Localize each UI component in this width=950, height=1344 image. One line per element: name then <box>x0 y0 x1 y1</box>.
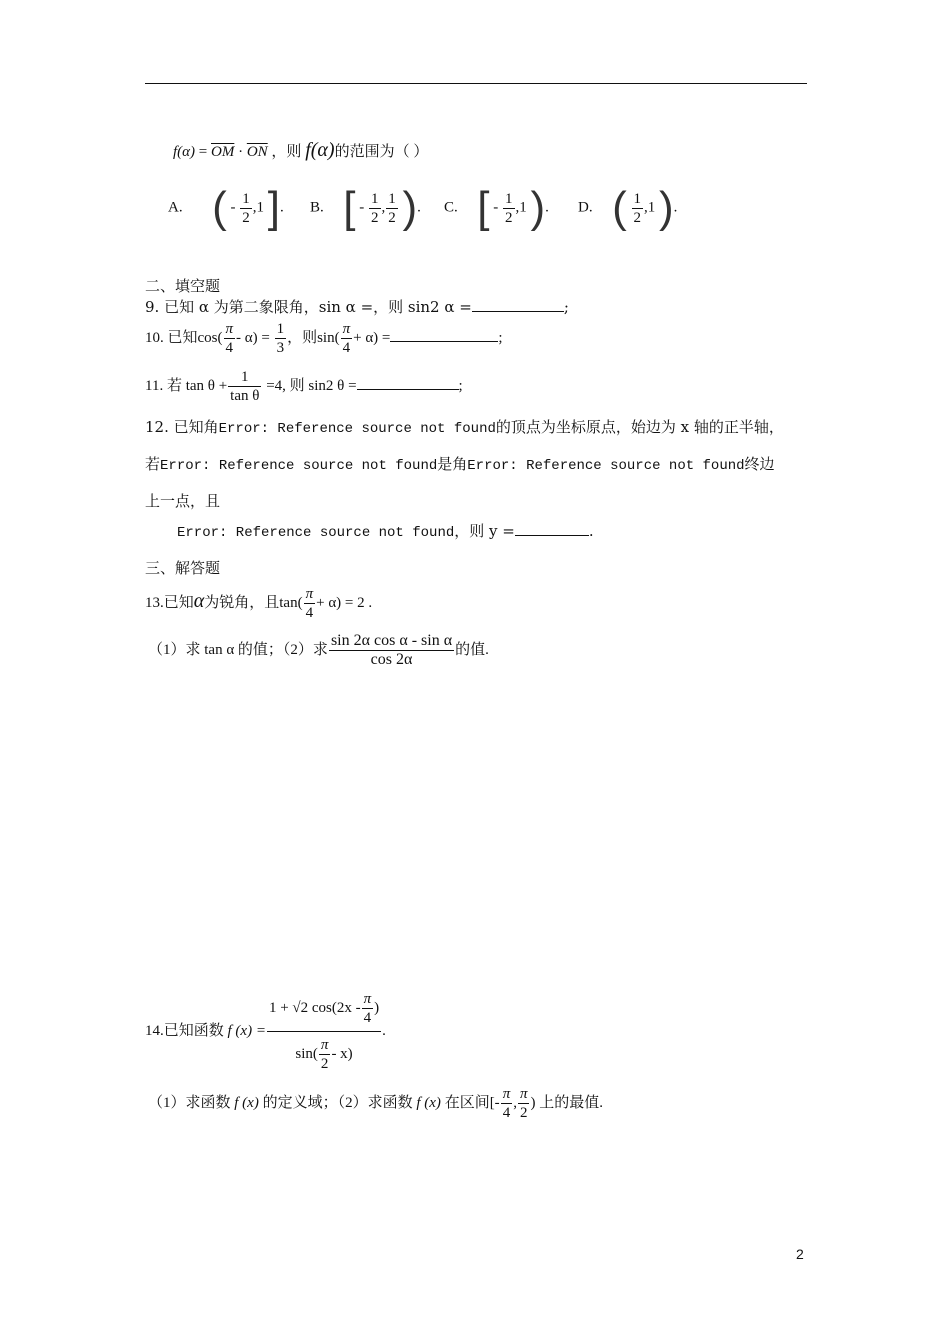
option-d: D. ( $\frac{1}{2}$ ,1 ). <box>578 183 678 232</box>
answer-blank-11 <box>357 375 459 390</box>
question-11: 11. 若 tan θ + $\frac{1}{\text{tan θ}}$ =4, 则 sin2 θ = ; <box>145 369 463 404</box>
reference-error-4: Error: Reference source not found <box>177 525 455 541</box>
section-fill-in: 二、填空题 <box>145 277 221 295</box>
q8-f-alpha: f(α) <box>173 144 196 160</box>
question-12-line-3: 上一点，且 <box>145 492 221 510</box>
q8-expression: $f(\alpha) = \overline{OM} \cdot \overline{ON}$ ，则 f(α)的范围为（ ） <box>173 139 429 161</box>
reference-error-3: Error: Reference source not found <box>467 458 745 474</box>
question-12-line-2: 若Error: Reference source not found是角Error: Reference source not found终边 <box>145 455 775 474</box>
reference-error-2: Error: Reference source not found <box>160 458 438 474</box>
question-9: 9. 已知 α 为第二象限角，sin α =，则 sin2 α = ; <box>145 298 569 316</box>
reference-error-1: Error: Reference source not found <box>218 421 496 437</box>
q8-f-alpha-large: f(α) <box>305 139 335 161</box>
header-rule <box>145 83 807 84</box>
option-a: A. ( - $\frac{1}{2}$ ,1 ]. <box>168 183 284 232</box>
question-10: 10. 已知cos( $\frac{\pi}{4}$ - α) = $\frac{1}{3}$ ，则sin( $\frac{\pi}{4}$ + α) = ; <box>145 321 503 356</box>
question-13-line-2: （1）求 tan α 的值；（2）求 $\frac{\text{sin 2α cos α - sin α}}{\cos 2\alpha}$ 的值. <box>148 632 489 668</box>
vector-om: $\overline{OM}$ <box>211 144 235 160</box>
question-12-line-4: Error: Reference source not found，则 y = . <box>177 522 594 541</box>
question-14-line-2: （1）求函数 f (x) 的定义域；（2）求函数 f (x) 在区间[- $\frac{\pi}{4}$ , $\frac{\pi}{2}$ ) 上的最值. <box>148 1086 603 1121</box>
question-14-line-1: 14.已知函数 f (x) = 1 + √2 cos(2x - $\frac{\pi}{4}$ ) sin( $\frac{\pi}{2}$ - x) . <box>145 991 386 1072</box>
question-12-line-1: 12. 已知角Error: Reference source not found的顶点为坐标原点，始边为 x 轴的正半轴， <box>145 418 784 437</box>
section-solution: 三、解答题 <box>145 559 221 577</box>
question-13-line-1: 13.已知α为锐角，且tan( $\frac{\pi}{4}$ + α) = 2 . <box>145 586 373 621</box>
answer-blank-12 <box>515 521 589 536</box>
option-c: C. [ - $\frac{1}{2}$ ,1 ). <box>444 183 549 232</box>
page-number: 2 <box>796 1246 804 1262</box>
answer-blank-9 <box>472 297 564 312</box>
vector-on: $\overline{ON}$ <box>246 144 268 160</box>
answer-blank-10 <box>390 327 498 342</box>
option-b: B. [ - $\frac{1}{2}$ , $\frac{1}{2}$ ). <box>310 183 421 232</box>
function-f-of-x: f (x) = <box>227 1022 266 1039</box>
